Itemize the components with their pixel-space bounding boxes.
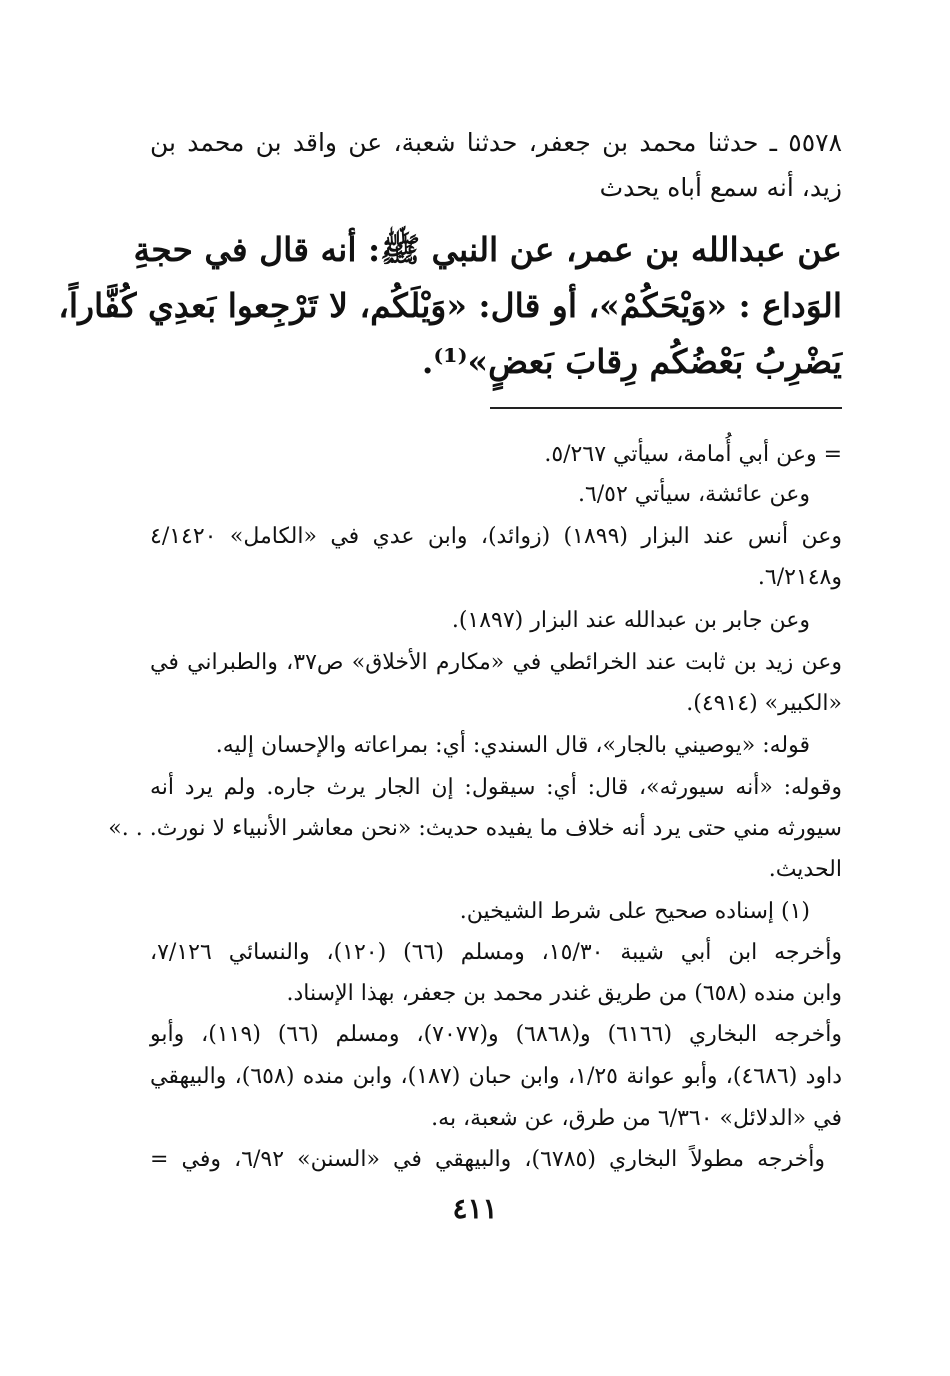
footnote-line: وأخرجه البخاري (٦١٦٦) و(٦٨٦٨) و(٧٠٧٧)، ومسلم (٦٦) (١١٩)، وأبو xyxy=(150,1022,842,1047)
isnad-line-2: زيد، أنه سمع أباه يحدث xyxy=(599,173,842,202)
footnote-line: وقوله: «أنه سيورثه»، قال: أي: سيقول: إن الجار يرث جاره. ولم يرد أنه xyxy=(150,775,842,800)
matn-line-1: عن عبدالله بن عمر، عن النبي ﷺ: أنه قال في حجةِ xyxy=(133,230,842,269)
footnote-line: سيورثه مني حتى يرد أنه خلاف ما يفيده حديث: «نحن معاشر الأنبياء لا نورث. . .» xyxy=(108,816,842,841)
footnote-line: وأخرجه مطولاً البخاري (٦٧٨٥)، والبيهقي في «السنن» ٦/٩٢، وفي = xyxy=(150,1147,825,1172)
matn-line-2: الوَداع : «وَيْحَكُمْ»، أو قال: «وَيْلَكُم، لا تَرْجِعوا بَعدِي كُفَّاراً، xyxy=(58,286,842,325)
footnote-line: قوله: «يوصيني بالجار»، قال السندي: أي: بمراعاته والإحسان إليه. xyxy=(215,733,810,758)
footnote-line: وعن جابر بن عبدالله عند البزار (١٨٩٧). xyxy=(451,608,810,633)
footnote-line: = وعن أبي أُمامة، سيأتي ٥/٢٦٧. xyxy=(544,442,842,467)
isnad-line-1: ٥٥٧٨ ـ حدثنا محمد بن جعفر، حدثنا شعبة، عن واقد بن محمد بن xyxy=(150,128,842,157)
footnote-line: وعن أنس عند البزار (١٨٩٩) (زوائد)، وابن عدي في «الكامل» ٤/١٤٢٠ xyxy=(150,524,842,549)
footnote-line: (١) إسناده صحيح على شرط الشيخين. xyxy=(459,899,810,924)
footnote-line: وعن زيد بن ثابت عند الخرائطي في «مكارم الأخلاق» ص٣٧، والطبراني في xyxy=(150,650,843,675)
footnote-line: داود (٤٦٨٦)، وأبو عوانة ١/٢٥، وابن حبان (١٨٧)، وابن منده (٦٥٨)، والبيهقي xyxy=(150,1064,843,1089)
footnote-line: في «الدلائل» ٦/٣٦٠ من طرق، عن شعبة، به. xyxy=(431,1106,842,1131)
footnote-separator xyxy=(490,407,842,409)
matn-line-3: يَضْرِبُ بَعْضُكُم رِقابَ بَعضٍ»⁽¹⁾. xyxy=(421,342,842,381)
footnote-line: وابن منده (٦٥٨) من طريق غندر محمد بن جعفر، بهذا الإسناد. xyxy=(286,981,842,1006)
footnote-line: وعن عائشة، سيأتي ٦/٥٢. xyxy=(577,482,810,507)
footnote-line: وأخرجه ابن أبي شيبة ١٥/٣٠، ومسلم (٦٦) (١٢٠)، والنسائي ٧/١٢٦، xyxy=(150,940,842,965)
footnote-line: «الكبير» (٤٩١٤). xyxy=(686,691,842,716)
footnote-line: و٦/٢١٤٨. xyxy=(757,565,842,590)
footnote-line: الحديث. xyxy=(768,857,842,882)
page-number: ٤١١ xyxy=(452,1192,498,1225)
